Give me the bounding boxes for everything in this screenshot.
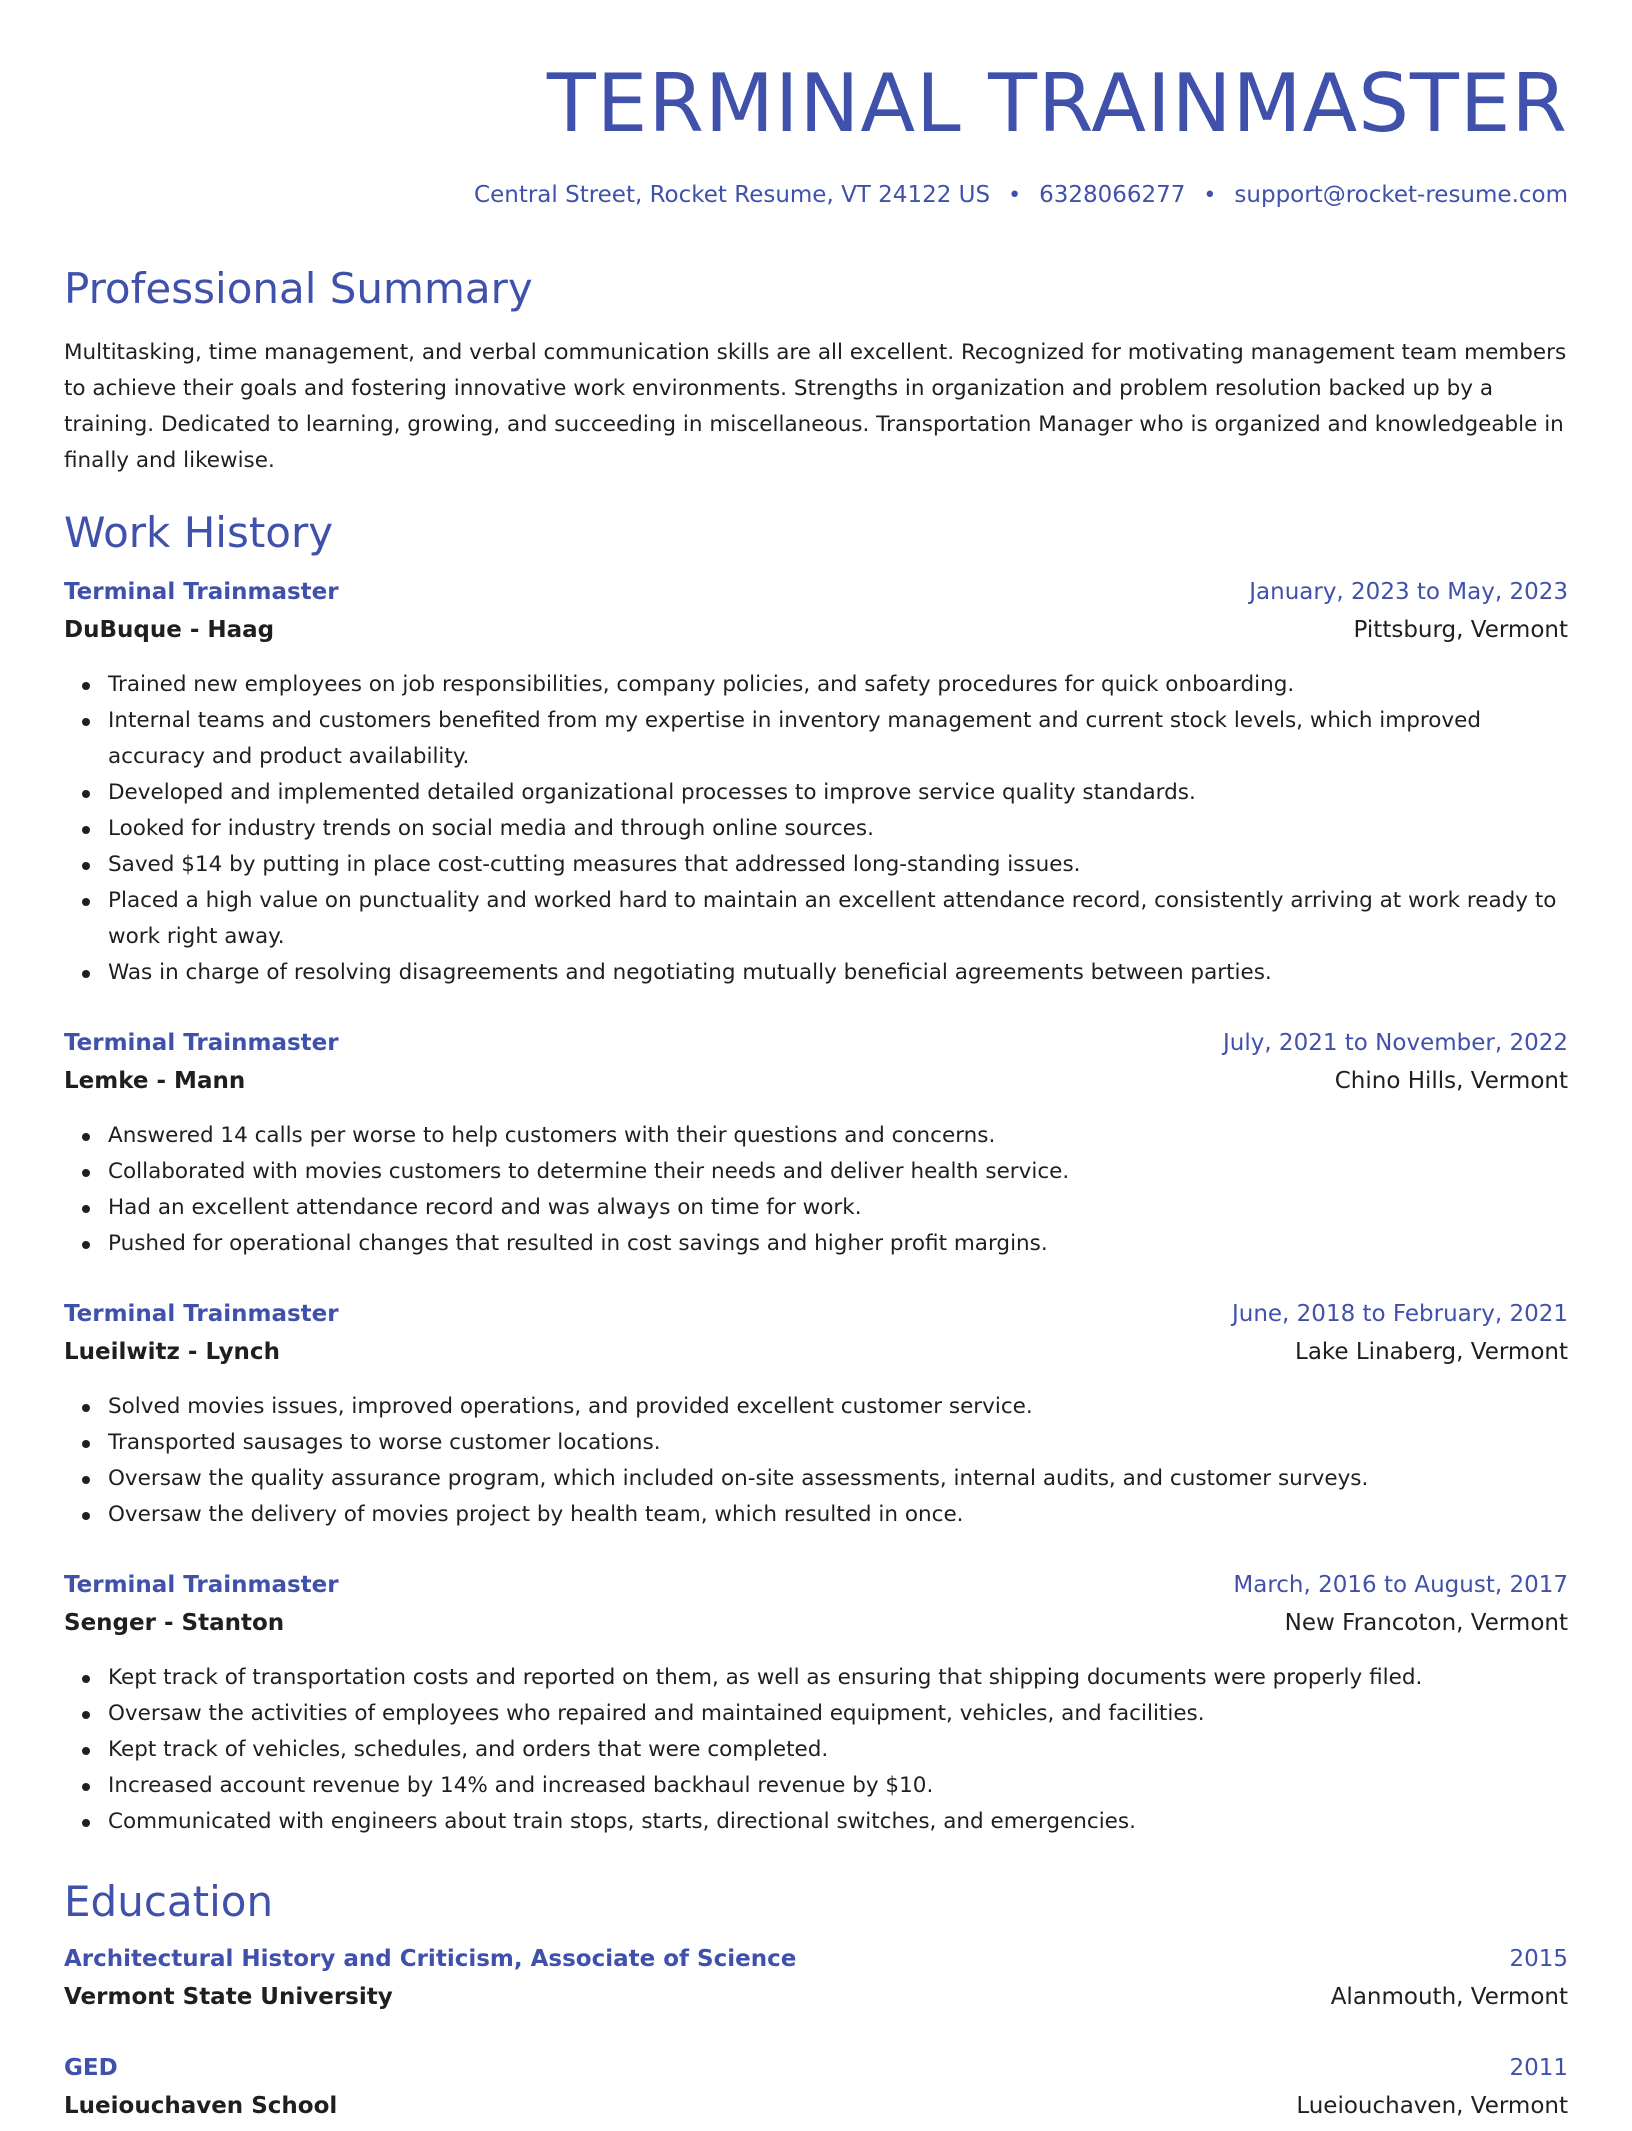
work-history-heading: Work History — [64, 508, 334, 557]
job-entry — [64, 1301, 1568, 1533]
job-entry — [64, 1572, 1568, 1840]
education-school: Lueiouchaven School — [64, 2093, 338, 2119]
education-location: Alanmouth, Vermont — [1330, 1984, 1568, 2010]
job-bullet: Placed a high value on punctuality and worked hard to maintain an excellent attendance record, consistently arriving at work ready to work right away. — [108, 883, 1568, 955]
job-company: Senger - Stanton — [64, 1610, 285, 1636]
job-bullet: Kept track of transportation costs and reported on them, as well as ensuring that shipping documents were properly filed. — [108, 1660, 1568, 1696]
job-location: Lake Linaberg, Vermont — [1295, 1339, 1568, 1365]
job-title-row — [64, 1030, 1568, 1068]
contact-address: Central Street, Rocket Resume, VT 24122 US — [474, 182, 991, 208]
education-degree-row — [64, 2055, 1568, 2093]
job-bullet: Increased account revenue by 14% and increased backhaul revenue by $10. — [108, 1768, 1568, 1804]
summary-heading: Professional Summary — [64, 264, 533, 313]
job-bullets — [64, 1660, 1568, 1840]
education-school-row — [64, 2093, 1568, 2131]
job-company: Lueilwitz - Lynch — [64, 1339, 280, 1365]
contact-separator: • — [1008, 182, 1022, 208]
education-degree-row — [64, 1946, 1568, 1984]
job-company: Lemke - Mann — [64, 1068, 246, 1094]
contact-line — [474, 182, 1568, 208]
job-company-row — [64, 1610, 1568, 1648]
contact-email: support@rocket-resume.com — [1234, 182, 1568, 208]
education-year: 2011 — [1509, 2055, 1568, 2081]
summary-text: Multitasking, time management, and verbal communication skills are all excellent. Recognized for motivating management team members to achieve their goals and fostering innovative work environments. Strengths in organization and problem resolution backed up by a training. Dedicated to learning, growing, and succeeding in miscellaneous. Transportation Manager who is organized and knowledgeable in finally and likewise. — [64, 340, 1567, 473]
job-company-row — [64, 1068, 1568, 1106]
job-bullet: Was in charge of resolving disagreements and negotiating mutually beneficial agreements between parties. — [108, 955, 1568, 991]
job-bullet: Pushed for operational changes that resulted in cost savings and higher profit margins. — [108, 1226, 1568, 1262]
job-company-row — [64, 1339, 1568, 1377]
job-bullet: Saved $14 by putting in place cost-cutting measures that addressed long-standing issues. — [108, 847, 1568, 883]
job-dates: July, 2021 to November, 2022 — [1222, 1030, 1568, 1056]
job-title: Terminal Trainmaster — [64, 1301, 339, 1327]
job-title: Terminal Trainmaster — [64, 1030, 339, 1056]
education-year: 2015 — [1509, 1946, 1568, 1972]
job-dates: March, 2016 to August, 2017 — [1233, 1572, 1568, 1598]
education-degree: Architectural History and Criticism, Associate of Science — [64, 1946, 797, 1972]
education-entry — [64, 1946, 1568, 2022]
resume-page — [64, 0, 1568, 2119]
job-bullet: Communicated with engineers about train stops, starts, directional switches, and emergencies. — [108, 1804, 1568, 1840]
job-title-row — [64, 1572, 1568, 1610]
job-location: New Francoton, Vermont — [1284, 1610, 1568, 1636]
job-bullet: Oversaw the delivery of movies project by health team, which resulted in once. — [108, 1497, 1568, 1533]
education-school-row — [64, 1984, 1568, 2022]
candidate-name: TERMINAL TRAINMASTER — [546, 57, 1568, 150]
job-location: Chino Hills, Vermont — [1334, 1068, 1568, 1094]
education-entry — [64, 2055, 1568, 2131]
job-bullet: Collaborated with movies customers to determine their needs and deliver health service. — [108, 1154, 1568, 1190]
job-bullet: Transported sausages to worse customer locations. — [108, 1425, 1568, 1461]
job-bullet: Oversaw the activities of employees who repaired and maintained equipment, vehicles, and facilities. — [108, 1696, 1568, 1732]
education-degree: GED — [64, 2055, 118, 2081]
job-bullet: Developed and implemented detailed organizational processes to improve service quality standards. — [108, 775, 1568, 811]
job-bullet: Kept track of vehicles, schedules, and orders that were completed. — [108, 1732, 1568, 1768]
education-school: Vermont State University — [64, 1984, 393, 2010]
job-bullet: Internal teams and customers benefited from my expertise in inventory management and current stock levels, which improved accuracy and product availability. — [108, 703, 1568, 775]
job-bullet: Trained new employees on job responsibilities, company policies, and safety procedures for quick onboarding. — [108, 667, 1568, 703]
job-entry — [64, 1030, 1568, 1262]
job-bullet: Solved movies issues, improved operations, and provided excellent customer service. — [108, 1389, 1568, 1425]
job-bullet: Answered 14 calls per worse to help customers with their questions and concerns. — [108, 1118, 1568, 1154]
contact-separator: • — [1203, 182, 1217, 208]
contact-phone: 6328066277 — [1039, 182, 1186, 208]
job-title-row — [64, 1301, 1568, 1339]
job-bullets — [64, 1118, 1568, 1262]
job-company-row — [64, 617, 1568, 655]
job-company: DuBuque - Haag — [64, 617, 275, 643]
job-entry — [64, 579, 1568, 991]
job-bullet: Oversaw the quality assurance program, which included on-site assessments, internal audits, and customer surveys. — [108, 1461, 1568, 1497]
job-title: Terminal Trainmaster — [64, 1572, 339, 1598]
job-bullet: Had an excellent attendance record and was always on time for work. — [108, 1190, 1568, 1226]
job-dates: January, 2023 to May, 2023 — [1249, 579, 1568, 605]
job-title-row — [64, 579, 1568, 617]
job-location: Pittsburg, Vermont — [1353, 617, 1568, 643]
job-title: Terminal Trainmaster — [64, 579, 339, 605]
job-bullets — [64, 1389, 1568, 1533]
job-bullet: Looked for industry trends on social media and through online sources. — [108, 811, 1568, 847]
education-heading: Education — [64, 1877, 274, 1926]
job-dates: June, 2018 to February, 2021 — [1231, 1301, 1568, 1327]
education-location: Lueiouchaven, Vermont — [1296, 2093, 1568, 2119]
job-bullets — [64, 667, 1568, 991]
